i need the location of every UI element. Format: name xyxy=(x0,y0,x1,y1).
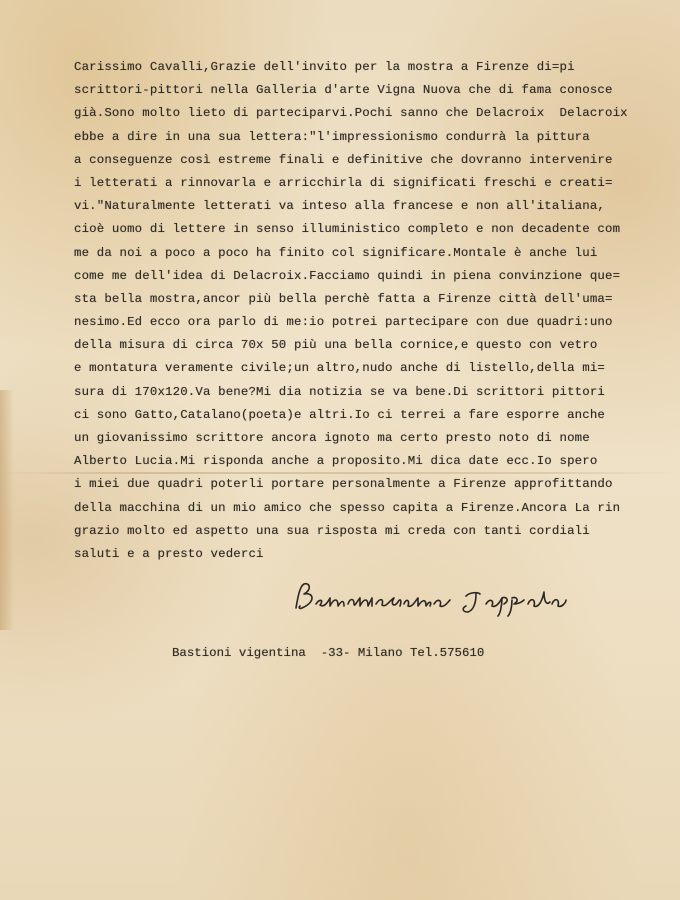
letter-body xyxy=(74,56,674,566)
letter-line: grazio molto ed aspetto una sua risposta mi creda con tanti cordiali xyxy=(74,523,590,538)
letter-line: i letterati a rinnovarla e arricchirla di significati freschi e creati= xyxy=(74,175,613,190)
letter-line: saluti e a presto vederci xyxy=(74,546,264,561)
letter-line: sta bella mostra,ancor più bella perchè fatta a Firenze città dell'uma= xyxy=(74,291,613,306)
letter-line: un giovanissimo scrittore ancora ignoto ma certo presto noto di nome xyxy=(74,431,590,445)
letter-line: nesimo.Ed ecco ora parlo di me:io potrei partecipare con due quadri:uno xyxy=(74,315,613,330)
letter-line: come me dell'idea di Delacroix.Facciamo quindi in piena convinzione que= xyxy=(74,268,621,283)
letter-line: già.Sono molto lieto di parteciparvi.Pochi sanno che Delacroix Delacroix xyxy=(74,106,628,121)
handwritten-signature xyxy=(290,578,620,618)
letter-line: sura di 170x120.Va bene?Mi dia notizia se va bene.Di scrittori pittori xyxy=(74,384,605,399)
letter-line: vi."Naturalmente letterati va inteso alla francese e non all'italiana, xyxy=(74,199,605,214)
letter-line: e montatura veramente civile;un altro,nudo anche di listello,della mi= xyxy=(74,361,605,376)
sender-address: Bastioni vigentina -33- Milano Tel.575610 xyxy=(172,646,485,660)
letter-line: Carissimo Cavalli,Grazie dell'invito per la mostra a Firenze di=pi xyxy=(74,60,575,74)
letter-line: me da noi a poco a poco ha finito col significare.Montale è anche lui xyxy=(74,245,598,260)
letter-line: i miei due quadri poterli portare personalmente a Firenze approfittando xyxy=(74,477,613,492)
paper-stain xyxy=(0,390,14,630)
letter-line: della misura di circa 70x 50 più una bella cornice,e questo con vetro xyxy=(74,338,598,353)
letter-line: Alberto Lucia.Mi risponda anche a proposito.Mi dica date ecc.Io spero xyxy=(74,454,598,469)
letter-line: ci sono Gatto,Catalano(poeta)e altri.Io ci terrei a fare esporre anche xyxy=(74,407,605,422)
letter-line: cioè uomo di lettere in senso illuministico completo e non decadente com xyxy=(74,222,621,237)
letter-line: a conseguenze così estreme finali e definitive che dovranno intervenire xyxy=(74,152,613,167)
letter-line: scrittori-pittori nella Galleria d'arte Vigna Nuova che di fama conosce xyxy=(74,83,613,98)
letter-line: ebbe a dire in una sua lettera:"l'impressionismo condurrà la pittura xyxy=(74,129,590,144)
letter-line: della macchina di un mio amico che spesso capita a Firenze.Ancora La rin xyxy=(74,500,621,515)
